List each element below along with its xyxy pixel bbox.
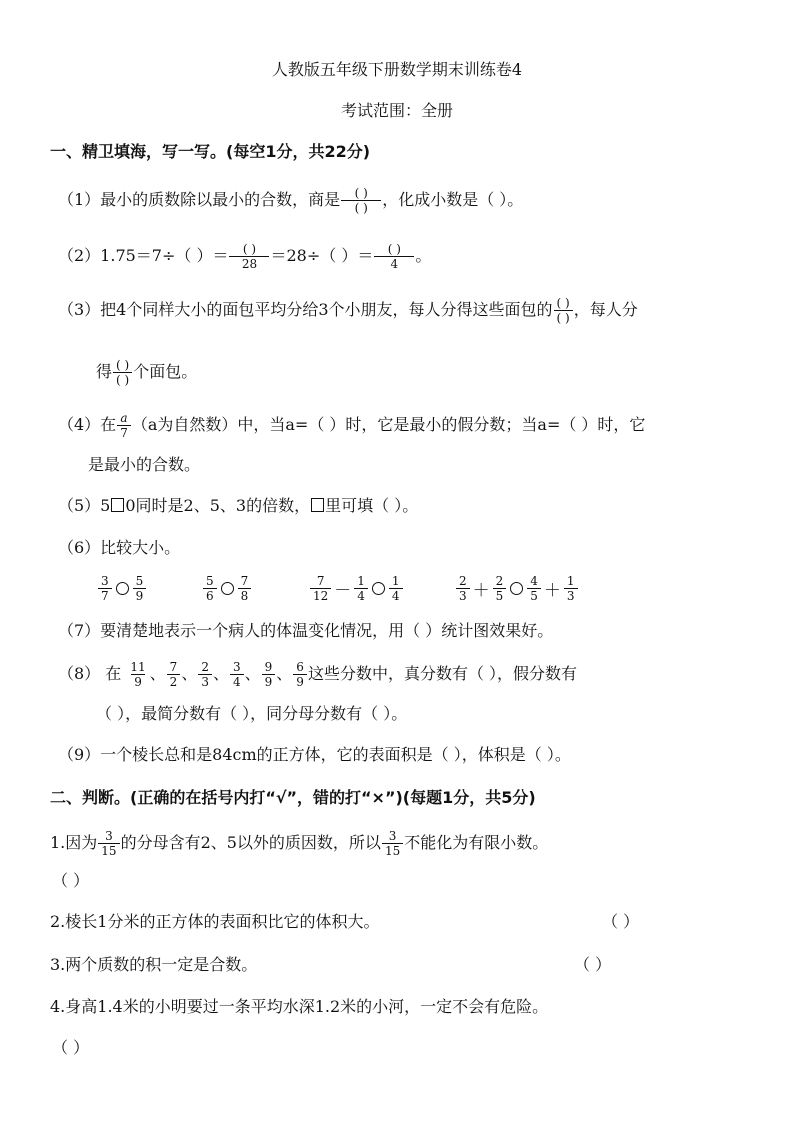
compare-circle-icon <box>116 582 129 595</box>
question-8-line-2: （ ），最简分数有（ ），同分母分数有（ ）。 <box>96 704 408 723</box>
j1-text-a: 1.因为 <box>50 833 98 852</box>
q1-text-b: ，化成小数是（ ）。 <box>382 190 524 209</box>
compare-group-2: $\frac{5}{6}$ $\frac{7}{8}$ <box>202 568 252 608</box>
question-9: （9）一个棱长总和是84cm的正方体，它的表面积是（ ），体积是（ ）。 <box>58 745 571 764</box>
q5-text-b: 0同时是2、5、3的倍数， <box>125 496 311 515</box>
j1-text-b: 的分母含有2、5以外的质因数，所以 <box>120 833 381 852</box>
blank-box-icon <box>111 498 124 512</box>
minus-sign: － <box>334 580 352 601</box>
q4-fraction: $\frac{a}{7}$ <box>117 411 131 440</box>
q8-text-b: 这些分数中，真分数有（ ），假分数有 <box>307 664 578 683</box>
question-3-line-1 <box>58 296 638 325</box>
question-7: （7）要清楚地表示一个病人的体温变化情况，用（ ）统计图效果好。 <box>58 621 554 640</box>
q3-text-a: （3）把4个同样大小的面包平均分给3个小朋友，每人分得这些面包的 <box>58 300 553 319</box>
section-1-heading: 一、精卫填海，写一写。(每空1分，共22分) <box>50 142 371 161</box>
judge-2-answer-paren: （ ） <box>602 912 640 931</box>
q8-text-a: （8） 在 <box>58 664 122 683</box>
question-1 <box>58 186 523 215</box>
q2-text-b: ＝28÷（ ）＝ <box>270 246 374 265</box>
q1-text-a: （1）最小的质数除以最小的合数，商是 <box>58 190 341 209</box>
question-3-line-2 <box>96 358 197 387</box>
j1-text-c: 不能化为有限小数。 <box>404 833 549 852</box>
exam-scope: 考试范围：全册 <box>340 101 453 120</box>
q2-fraction-1: $\frac{( )}{28}$ <box>229 242 269 271</box>
compare-group-4: $\frac{2}{3}$ ＋ $\frac{2}{5}$ $\frac{4}{5}$ ＋ $\frac{1}{3}$ <box>455 568 579 608</box>
compare-circle-icon <box>510 582 523 595</box>
q3-fraction-1: $\frac{( )}{( )}$ <box>554 296 573 325</box>
q2-text-c: 。 <box>415 246 432 265</box>
q2-text-a: （2）1.75＝7÷（ ）＝ <box>58 246 229 265</box>
judge-3: 3.两个质数的积一定是合数。 <box>50 955 258 974</box>
section-2-heading: 二、判断。(正确的在括号内打“√”，错的打“×”)(每题1分，共5分) <box>50 788 536 807</box>
judge-3-answer-paren: （ ） <box>574 955 612 974</box>
question-4-line-2: 是最小的合数。 <box>88 455 201 474</box>
q4-text-a: （4）在 <box>58 415 117 434</box>
q3-fraction-2: $\frac{( )}{( )}$ <box>113 358 132 387</box>
judge-4: 4.身高1.4米的小明要过一条平均水深1.2米的小河，一定不会有危险。 <box>50 997 549 1016</box>
judge-1-answer-paren: （ ） <box>52 871 90 890</box>
compare-group-1: $\frac{3}{7}$ $\frac{5}{9}$ <box>97 568 147 608</box>
q5-text-a: （5）5 <box>58 496 111 515</box>
q5-text-c: 里可填（ ）。 <box>325 496 419 515</box>
question-8-line-1: （8） 在 $\frac{11}{9}$ 、 $\frac{7}{2}$ 、 $\frac{2}{3}$ 、 $\frac{3}{4}$ 、 $\frac{9}{9}$ 、 $\frac{6}{9}$ 这些分数中，真分数有（ ），假分数有 <box>58 660 578 689</box>
blank-box-icon <box>311 498 324 512</box>
q1-fraction: $\frac{( )}{( )}$ <box>341 186 381 215</box>
q4-text-b: （a为自然数）中，当a=（ ）时，它是最小的假分数；当a=（ ）时，它 <box>131 415 646 434</box>
q3-text-b: ，每人分 <box>573 300 638 319</box>
compare-circle-icon <box>221 582 234 595</box>
compare-group-3: $\frac{7}{12}$ － $\frac{1}{4}$ $\frac{1}{4}$ <box>309 568 404 608</box>
question-6-label: （6）比较大小。 <box>58 538 181 557</box>
plus-sign: ＋ <box>472 580 490 601</box>
judge-2: 2.棱长1分米的正方体的表面积比它的体积大。 <box>50 912 380 931</box>
question-2 <box>58 242 431 271</box>
judge-1: 1.因为 $\frac{3}{15}$ 的分母含有2、5以外的质因数，所以 $\frac{3}{15}$ 不能化为有限小数。 <box>50 829 549 858</box>
q2-fraction-2: $\frac{( )}{4}$ <box>374 242 414 271</box>
q3-text-d: 个面包。 <box>133 362 198 381</box>
question-4-line-1 <box>58 411 645 440</box>
plus-sign: ＋ <box>543 580 561 601</box>
exam-title: 人教版五年级下册数学期末训练卷4 <box>271 60 523 79</box>
q3-text-c: 得 <box>96 362 113 381</box>
question-5 <box>58 496 418 516</box>
judge-4-answer-paren: （ ） <box>52 1038 90 1057</box>
compare-circle-icon <box>372 582 385 595</box>
